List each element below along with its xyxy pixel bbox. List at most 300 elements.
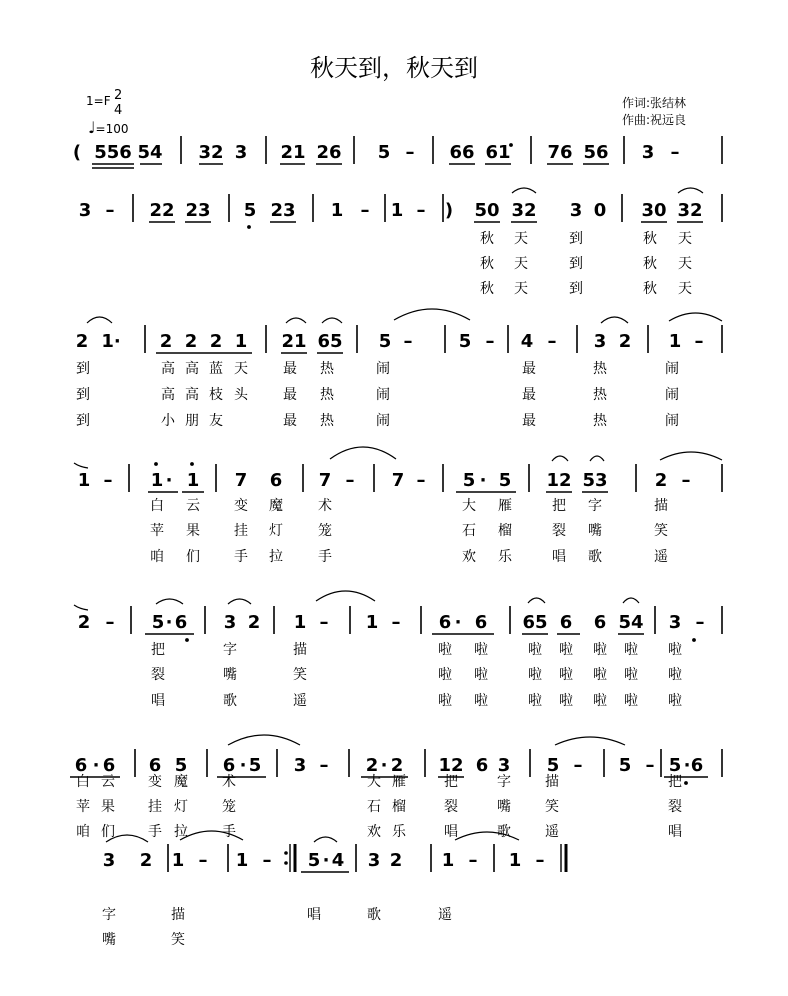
lyric-syllable: 把 bbox=[151, 642, 165, 658]
lyric-syllable: 手 bbox=[234, 549, 248, 565]
octave-dot bbox=[692, 638, 696, 642]
note: – bbox=[403, 331, 413, 352]
lyric-syllable: 朋 bbox=[185, 413, 199, 429]
lyric-syllable: 苹 bbox=[150, 523, 164, 539]
note: – bbox=[405, 142, 415, 163]
note: 32 bbox=[511, 200, 537, 221]
lyric-syllable: 苹 bbox=[76, 799, 90, 815]
note: – bbox=[319, 755, 329, 776]
note: 26 bbox=[316, 142, 342, 163]
lyric-syllable: 天 bbox=[678, 231, 692, 247]
note: 2 bbox=[365, 755, 379, 776]
slur bbox=[316, 591, 375, 601]
lyric-syllable: 天 bbox=[234, 361, 248, 377]
lyric-syllable: 遥 bbox=[293, 693, 307, 709]
lyric-syllable: 闹 bbox=[376, 413, 390, 429]
note: – bbox=[262, 850, 272, 871]
note: 53 bbox=[582, 470, 608, 491]
note: 5 bbox=[618, 755, 632, 776]
lyric-syllable: 术 bbox=[222, 774, 236, 790]
note: – bbox=[468, 850, 478, 871]
note: 4 bbox=[520, 331, 534, 352]
note: 12 bbox=[546, 470, 572, 491]
note: 3 bbox=[223, 612, 237, 633]
lyric-syllable: 闹 bbox=[665, 387, 679, 403]
lyric-syllable: 到 bbox=[76, 361, 90, 377]
slur bbox=[512, 188, 536, 193]
note: 1 bbox=[235, 850, 249, 871]
note: 65 bbox=[522, 612, 548, 633]
note: 4 bbox=[331, 850, 345, 871]
key-signature: 1=F bbox=[86, 94, 111, 108]
note: 30 bbox=[641, 200, 667, 221]
note: 76 bbox=[547, 142, 573, 163]
octave-dot bbox=[190, 462, 194, 466]
note: · bbox=[239, 755, 247, 776]
note: 0 bbox=[593, 200, 607, 221]
lyric-syllable: 啦 bbox=[624, 642, 638, 658]
lyric-syllable: 高 bbox=[161, 387, 175, 403]
note: 6 bbox=[475, 755, 489, 776]
lyric-syllable: 把 bbox=[552, 498, 566, 514]
lyric-syllable: 乐 bbox=[498, 549, 512, 565]
note: 5 bbox=[174, 755, 188, 776]
lyric-syllable: 热 bbox=[320, 387, 334, 403]
lyric-syllable: 啦 bbox=[438, 667, 452, 683]
lyric-syllable: 啦 bbox=[474, 642, 488, 658]
note: 3 bbox=[641, 142, 655, 163]
lyric-syllable: 石 bbox=[367, 799, 381, 815]
lyric-syllable: 天 bbox=[678, 281, 692, 297]
lyric-syllable: 闹 bbox=[665, 413, 679, 429]
lyric-syllable: 秋 bbox=[643, 256, 657, 272]
lyric-syllable: 笑 bbox=[293, 667, 307, 683]
lyric-syllable: 最 bbox=[522, 387, 536, 403]
note: 5 bbox=[243, 200, 257, 221]
note: 23 bbox=[270, 200, 296, 221]
lyric-syllable: 到 bbox=[569, 256, 583, 272]
note: · bbox=[165, 612, 173, 633]
note: – bbox=[416, 470, 426, 491]
note: 1 bbox=[293, 612, 307, 633]
lyric-syllable: 啦 bbox=[559, 693, 573, 709]
slur bbox=[87, 317, 112, 323]
note: 12 bbox=[438, 755, 464, 776]
lyric-syllable: 笑 bbox=[654, 523, 668, 539]
note: 5 bbox=[462, 470, 476, 491]
lyric-syllable: 啦 bbox=[593, 693, 607, 709]
lyric-syllable: 啦 bbox=[528, 642, 542, 658]
note: – bbox=[681, 470, 691, 491]
lyric-syllable: 字 bbox=[497, 774, 511, 790]
note: 1 bbox=[508, 850, 522, 871]
lyric-syllable: 描 bbox=[545, 774, 559, 790]
note: 5 bbox=[307, 850, 321, 871]
tie-continuation bbox=[74, 463, 88, 468]
lyric-syllable: 遥 bbox=[438, 907, 452, 923]
lyric-syllable: 术 bbox=[318, 498, 332, 514]
slur bbox=[601, 317, 628, 323]
note: 32 bbox=[677, 200, 703, 221]
lyric-syllable: 啦 bbox=[668, 693, 682, 709]
slur bbox=[286, 318, 306, 323]
lyric-syllable: 秋 bbox=[480, 231, 494, 247]
note: – bbox=[695, 612, 705, 633]
note: · bbox=[380, 755, 388, 776]
note: 1 bbox=[150, 470, 164, 491]
lyric-syllable: 热 bbox=[320, 361, 334, 377]
note: 2 bbox=[618, 331, 632, 352]
lyric-syllable: 啦 bbox=[559, 667, 573, 683]
note: 2 bbox=[184, 331, 198, 352]
lyric-syllable: 到 bbox=[569, 231, 583, 247]
lyric-syllable: 啦 bbox=[668, 667, 682, 683]
lyric-syllable: 灯 bbox=[174, 799, 188, 815]
note: – bbox=[105, 612, 115, 633]
lyric-syllable: 笑 bbox=[545, 799, 559, 815]
slur bbox=[228, 735, 300, 745]
slur bbox=[228, 599, 251, 604]
note: 7 bbox=[391, 470, 405, 491]
note: 3 bbox=[569, 200, 583, 221]
note: – bbox=[345, 470, 355, 491]
lyric-syllable: 遥 bbox=[654, 549, 668, 565]
lyric-syllable: 嘴 bbox=[223, 667, 237, 683]
note: 2 bbox=[75, 331, 89, 352]
lyric-syllable: 手 bbox=[222, 824, 236, 840]
slur bbox=[394, 309, 470, 320]
lyric-syllable: 雁 bbox=[392, 774, 406, 790]
quarter-note-icon: ♩ bbox=[88, 118, 96, 137]
note: 2 bbox=[389, 850, 403, 871]
note: 1 bbox=[330, 200, 344, 221]
lyric-syllable: 到 bbox=[569, 281, 583, 297]
note: 21 bbox=[281, 331, 307, 352]
lyric-syllable: 高 bbox=[161, 361, 175, 377]
note: 3 bbox=[102, 850, 116, 871]
lyric-syllable: 们 bbox=[186, 549, 200, 565]
meter-bottom: 4 bbox=[114, 103, 123, 118]
note: – bbox=[485, 331, 495, 352]
octave-dot bbox=[154, 462, 158, 466]
note: 6 bbox=[148, 755, 162, 776]
lyric-syllable: 最 bbox=[283, 413, 297, 429]
lyric-syllable: 最 bbox=[283, 361, 297, 377]
note: 5 bbox=[498, 470, 512, 491]
song-title: 秋天到，秋天到 bbox=[310, 54, 478, 82]
lyric-syllable: 云 bbox=[186, 498, 200, 514]
note: 6 bbox=[102, 755, 116, 776]
note: 61 bbox=[485, 142, 511, 163]
note: 5 bbox=[378, 331, 392, 352]
lyric-syllable: 们 bbox=[101, 824, 115, 840]
lyric-syllable: 啦 bbox=[438, 642, 452, 658]
lyric-syllable: 果 bbox=[186, 523, 200, 539]
note: 3 bbox=[367, 850, 381, 871]
note: 50 bbox=[474, 200, 500, 221]
lyric-syllable: 歌 bbox=[588, 549, 602, 565]
note: 3 bbox=[497, 755, 511, 776]
note: 6 bbox=[690, 755, 704, 776]
lyric-syllable: 啦 bbox=[528, 693, 542, 709]
lyric-syllable: 闹 bbox=[376, 387, 390, 403]
lyric-syllable: 歌 bbox=[223, 693, 237, 709]
note: 1 bbox=[441, 850, 455, 871]
note: · bbox=[165, 470, 173, 491]
note: – bbox=[694, 331, 704, 352]
lyric-syllable: 欢 bbox=[367, 824, 381, 840]
note: 5 bbox=[668, 755, 682, 776]
lyric-syllable: 唱 bbox=[307, 907, 321, 923]
lyric-syllable: 云 bbox=[101, 774, 115, 790]
note: 6 bbox=[74, 755, 88, 776]
note: – bbox=[573, 755, 583, 776]
lyric-syllable: 字 bbox=[588, 498, 602, 514]
note: 6 bbox=[438, 612, 452, 633]
lyric-syllable: 高 bbox=[185, 361, 199, 377]
lyric-syllable: 欢 bbox=[462, 549, 476, 565]
lyric-syllable: 拉 bbox=[269, 549, 283, 565]
lyric-syllable: 魔 bbox=[174, 774, 188, 790]
lyric-syllable: 白 bbox=[150, 498, 164, 514]
octave-dot bbox=[185, 638, 189, 642]
lyric-syllable: 嘴 bbox=[102, 932, 116, 948]
note: · bbox=[683, 755, 691, 776]
lyric-syllable: 描 bbox=[171, 907, 185, 923]
note: 23 bbox=[185, 200, 211, 221]
note: 2 bbox=[209, 331, 223, 352]
lyric-syllable: 天 bbox=[678, 256, 692, 272]
lyric-syllable: 描 bbox=[654, 498, 668, 514]
lyric-syllable: 天 bbox=[514, 231, 528, 247]
note: 1 bbox=[77, 470, 91, 491]
note: · bbox=[322, 850, 330, 871]
lyric-syllable: 白 bbox=[76, 774, 90, 790]
note: 54 bbox=[137, 142, 163, 163]
note: 5 bbox=[377, 142, 391, 163]
lyric-syllable: 咱 bbox=[76, 824, 90, 840]
lyric-syllable: 嘴 bbox=[588, 523, 602, 539]
slur bbox=[660, 452, 722, 460]
note: – bbox=[535, 850, 545, 871]
lyric-syllable: 挂 bbox=[148, 799, 162, 815]
lyric-syllable: 热 bbox=[593, 387, 607, 403]
lyric-syllable: 裂 bbox=[552, 523, 566, 539]
lyric-syllable: 蓝 bbox=[209, 361, 223, 377]
note: 6 bbox=[474, 612, 488, 633]
lyric-syllable: 热 bbox=[320, 413, 334, 429]
note: 22 bbox=[149, 200, 175, 221]
lyric-syllable: 啦 bbox=[593, 667, 607, 683]
lyric-syllable: 闹 bbox=[376, 361, 390, 377]
lyric-syllable: 秋 bbox=[643, 231, 657, 247]
lyric-syllable: 大 bbox=[462, 498, 476, 514]
lyric-syllable: 啦 bbox=[474, 693, 488, 709]
lyric-syllable: 笼 bbox=[222, 799, 236, 815]
lyric-syllable: 啦 bbox=[559, 642, 573, 658]
note: 6 bbox=[222, 755, 236, 776]
note: ( bbox=[72, 142, 82, 163]
note: 1 bbox=[186, 470, 200, 491]
note: – bbox=[198, 850, 208, 871]
note: 6 bbox=[593, 612, 607, 633]
note: 2 bbox=[139, 850, 153, 871]
lyric-syllable: 嘴 bbox=[497, 799, 511, 815]
lyric-syllable: 变 bbox=[234, 498, 248, 514]
note: 3 bbox=[78, 200, 92, 221]
lyric-syllable: 闹 bbox=[665, 361, 679, 377]
lyricist: 作词:张结林 bbox=[622, 96, 687, 110]
note: 2 bbox=[159, 331, 173, 352]
lyric-syllable: 遥 bbox=[545, 824, 559, 840]
note: 6 bbox=[174, 612, 188, 633]
lyric-syllable: 歌 bbox=[497, 824, 511, 840]
slur bbox=[669, 313, 722, 321]
lyric-syllable: 天 bbox=[514, 256, 528, 272]
note: – bbox=[670, 142, 680, 163]
note: 3 bbox=[234, 142, 248, 163]
lyric-syllable: 果 bbox=[101, 799, 115, 815]
lyric-syllable: 唱 bbox=[444, 824, 458, 840]
lyric-syllable: 石 bbox=[462, 523, 476, 539]
lyric-syllable: 大 bbox=[367, 774, 381, 790]
note: 1 bbox=[234, 331, 248, 352]
lyric-syllable: 把 bbox=[444, 774, 458, 790]
lyric-syllable: 唱 bbox=[668, 824, 682, 840]
lyric-syllable: 秋 bbox=[480, 281, 494, 297]
lyric-syllable: 友 bbox=[209, 413, 223, 429]
lyric-syllable: 裂 bbox=[444, 799, 458, 815]
lyric-syllable: 笑 bbox=[171, 932, 185, 948]
lyric-syllable: 笼 bbox=[318, 523, 332, 539]
slur bbox=[623, 598, 639, 603]
lyric-syllable: 咱 bbox=[150, 549, 164, 565]
lyric-syllable: 秋 bbox=[480, 256, 494, 272]
lyric-syllable: 啦 bbox=[438, 693, 452, 709]
lyric-syllable: 热 bbox=[593, 361, 607, 377]
lyric-syllable: 秋 bbox=[643, 281, 657, 297]
lyric-syllable: 字 bbox=[102, 907, 116, 923]
note: 56 bbox=[583, 142, 609, 163]
slur bbox=[156, 599, 183, 604]
lyric-syllable: 高 bbox=[185, 387, 199, 403]
lyric-syllable: 拉 bbox=[174, 824, 188, 840]
lyric-syllable: 裂 bbox=[668, 799, 682, 815]
lyric-syllable: 小 bbox=[161, 413, 175, 429]
note: 3 bbox=[668, 612, 682, 633]
tempo-value: =100 bbox=[95, 122, 129, 136]
lyric-syllable: 啦 bbox=[624, 693, 638, 709]
slur bbox=[678, 188, 703, 193]
note: 1 bbox=[390, 200, 404, 221]
lyric-syllable: 榴 bbox=[392, 799, 406, 815]
note: 54 bbox=[618, 612, 644, 633]
slur bbox=[528, 598, 545, 603]
slur bbox=[322, 318, 342, 323]
note: 6 bbox=[559, 612, 573, 633]
note: – bbox=[645, 755, 655, 776]
note: 1 bbox=[668, 331, 682, 352]
lyric-syllable: 挂 bbox=[234, 523, 248, 539]
note: – bbox=[391, 612, 401, 633]
lyric-syllable: 描 bbox=[293, 642, 307, 658]
lyric-syllable: 热 bbox=[593, 413, 607, 429]
note: 556 bbox=[94, 142, 132, 163]
note: 65 bbox=[317, 331, 343, 352]
note: 5 bbox=[546, 755, 560, 776]
slur bbox=[555, 737, 625, 745]
lyric-syllable: 榴 bbox=[498, 523, 512, 539]
lyric-syllable: 最 bbox=[522, 361, 536, 377]
lyric-syllable: 魔 bbox=[269, 498, 283, 514]
lyric-syllable: 头 bbox=[234, 387, 248, 403]
note: 3 bbox=[293, 755, 307, 776]
note: – bbox=[547, 331, 557, 352]
lyric-syllable: 枝 bbox=[209, 387, 223, 403]
lyric-syllable: 啦 bbox=[668, 642, 682, 658]
slur bbox=[590, 456, 604, 461]
lyric-syllable: 啦 bbox=[474, 667, 488, 683]
note: – bbox=[103, 470, 113, 491]
slur bbox=[314, 837, 337, 842]
slur bbox=[330, 447, 396, 459]
lyric-syllable: 天 bbox=[514, 281, 528, 297]
lyric-syllable: 啦 bbox=[593, 642, 607, 658]
note: 1· bbox=[101, 331, 121, 352]
note: · bbox=[479, 470, 487, 491]
lyric-syllable: 灯 bbox=[269, 523, 283, 539]
note: 2 bbox=[390, 755, 404, 776]
note: 7 bbox=[318, 470, 332, 491]
note: 5 bbox=[151, 612, 165, 633]
note: 5 bbox=[248, 755, 262, 776]
meter-top: 2 bbox=[114, 88, 123, 103]
note: · bbox=[454, 612, 462, 633]
note: 1 bbox=[365, 612, 379, 633]
note: 3 bbox=[593, 331, 607, 352]
lyric-syllable: 最 bbox=[522, 413, 536, 429]
lyric-syllable: 雁 bbox=[498, 498, 512, 514]
lyric-syllable: 手 bbox=[148, 824, 162, 840]
lyric-syllable: 最 bbox=[283, 387, 297, 403]
note: 2 bbox=[247, 612, 261, 633]
octave-dot bbox=[247, 225, 251, 229]
note: 1 bbox=[171, 850, 185, 871]
lyric-syllable: 啦 bbox=[528, 667, 542, 683]
composer: 作曲:祝远良 bbox=[622, 113, 687, 127]
note: ) bbox=[444, 200, 454, 221]
note: 21 bbox=[280, 142, 306, 163]
lyric-syllable: 歌 bbox=[367, 907, 381, 923]
note: 5 bbox=[458, 331, 472, 352]
lyric-syllable: 唱 bbox=[552, 549, 566, 565]
note: 6 bbox=[269, 470, 283, 491]
note: – bbox=[416, 200, 426, 221]
note: 2 bbox=[77, 612, 91, 633]
lyric-syllable: 到 bbox=[76, 413, 90, 429]
note: – bbox=[105, 200, 115, 221]
note: 32 bbox=[198, 142, 224, 163]
lyric-syllable: 字 bbox=[223, 642, 237, 658]
lyric-syllable: 到 bbox=[76, 387, 90, 403]
lyric-syllable: 啦 bbox=[624, 667, 638, 683]
note: – bbox=[319, 612, 329, 633]
tie-continuation bbox=[74, 605, 88, 610]
slur bbox=[552, 456, 568, 461]
note: 66 bbox=[449, 142, 475, 163]
note: 7 bbox=[234, 470, 248, 491]
note: · bbox=[92, 755, 100, 776]
